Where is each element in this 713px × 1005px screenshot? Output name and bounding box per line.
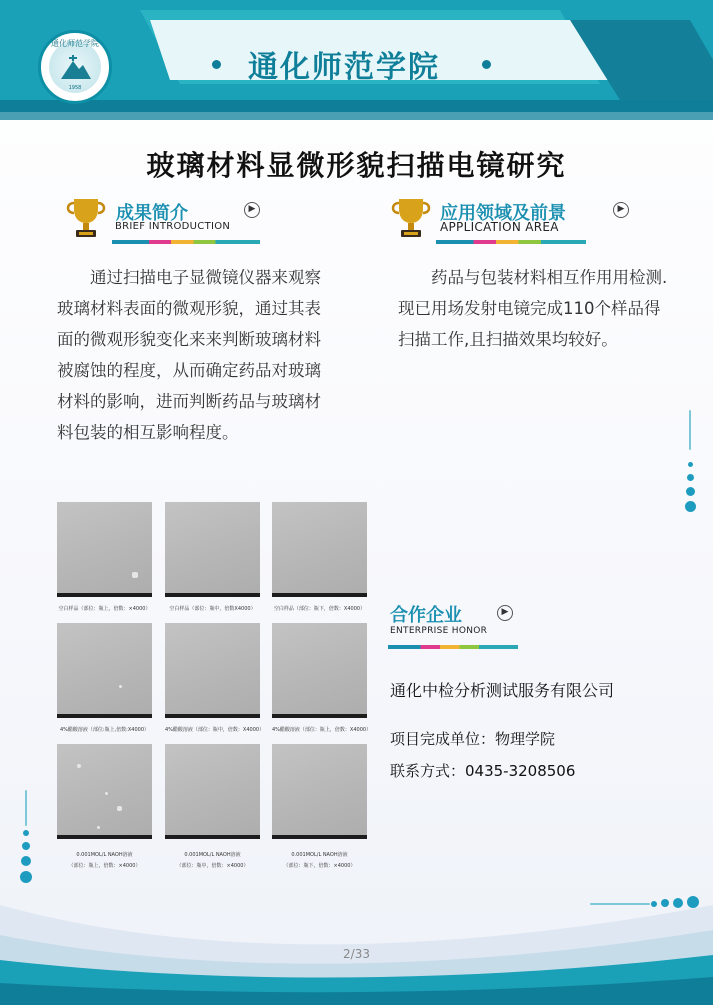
sem-caption-detail: （部位：瓶上，倍数：×4000） (68, 863, 141, 869)
sem-particle (132, 572, 138, 578)
page-title: 玻璃材料显微形貌扫描电镜研究 (146, 149, 567, 182)
sem-caption: 4%醋酸溶液（部位：瓶中，倍数：X4000） (165, 727, 265, 733)
chevron-right-icon[interactable]: ▶ (613, 202, 629, 218)
header-dot-left (212, 60, 221, 69)
project-unit: 项目完成单位：物理学院 (390, 730, 556, 748)
sem-caption-detail: （部位：瓶下，倍数：×4000） (283, 863, 356, 869)
section-underline-enterprise (388, 645, 518, 649)
sem-image (272, 502, 367, 597)
footer-wave (0, 865, 713, 1005)
sem-particle (97, 826, 100, 829)
sem-scale-bar (57, 714, 152, 718)
sem-particle (105, 792, 108, 795)
logo-text: 通化师范学院 (51, 39, 99, 48)
sem-scale-bar (272, 714, 367, 718)
sem-image (165, 502, 260, 597)
sem-caption: 空白样品（部位：瓶中，倍数X4000） (169, 606, 256, 612)
section-title-application: 应用领域及前景 (440, 203, 566, 224)
header-dot-right (482, 60, 491, 69)
sem-caption: 空白样品（部位：瓶上，倍数：×4000） (58, 606, 151, 612)
sem-caption-detail: （部位：瓶中，倍数：×4000） (176, 863, 249, 869)
intro-paragraph (57, 262, 329, 448)
sem-caption: 0.001MOL/L NAOH溶液 (184, 852, 241, 858)
chevron-right-icon[interactable]: ▶ (244, 202, 260, 218)
sem-caption: 0.001MOL/L NAOH溶液 (76, 852, 133, 858)
sem-scale-bar (272, 835, 367, 839)
intro-text: 通过扫描电子显微镜仪器来观察玻璃材料表面的微观形貌，通过其表面的微观形貌变化来来判断玻璃材料被腐蚀的程度，从而确定药品对玻璃材料的影响，进而判断药品与玻璃材料包装的相互影响程度。 (57, 268, 321, 442)
sem-scale-bar (165, 593, 260, 597)
application-text: 药品与包装材料相互作用用检测.现已用场发射电镜完成110个样品得扫描工作,且扫描效果均较好。 (398, 268, 668, 349)
sem-particle (119, 685, 122, 688)
sem-particle (77, 764, 81, 768)
school-name: 通化师范学院 (248, 50, 440, 85)
application-paragraph (398, 262, 670, 355)
page-number: 2/33 (343, 947, 370, 961)
sem-caption: 4%醋酸溶液（部位:瓶上,倍数:X4000） (59, 727, 150, 733)
sem-caption: 0.001MOL/L NAOH溶液 (291, 852, 348, 858)
sem-image (57, 744, 152, 839)
sem-scale-bar (165, 714, 260, 718)
school-logo (38, 30, 112, 104)
sem-scale-bar (57, 835, 152, 839)
sem-image (272, 744, 367, 839)
section-title-intro: 成果简介 (116, 203, 188, 224)
sem-scale-bar (57, 593, 152, 597)
sem-image (57, 623, 152, 718)
sem-scale-bar (272, 593, 367, 597)
chevron-right-icon[interactable]: ▶ (497, 605, 513, 621)
sem-image (165, 744, 260, 839)
sem-caption: 4%醋酸溶液（部位：瓶上，倍数：X4000） (272, 727, 372, 733)
section-subtitle-intro: BRIEF INTRODUCTION (115, 221, 231, 232)
sem-particle (117, 806, 122, 811)
sem-image (57, 502, 152, 597)
company-name: 通化中检分析测试服务有限公司 (390, 681, 615, 700)
trophy-icon (389, 195, 433, 241)
contact-info: 联系方式：0435-3208506 (390, 762, 576, 780)
section-underline-application (436, 240, 586, 244)
sem-image (272, 623, 367, 718)
trophy-icon (64, 195, 108, 241)
sem-caption: 空白样品（部位：瓶下，倍数：X4000） (273, 606, 366, 612)
section-subtitle-enterprise: ENTERPRISE HONOR (390, 626, 488, 636)
logo-year: 1958 (68, 85, 82, 91)
section-subtitle-application: APPLICATION AREA (440, 220, 559, 234)
section-title-enterprise: 合作企业 (390, 605, 462, 626)
sem-scale-bar (165, 835, 260, 839)
sem-image (165, 623, 260, 718)
section-underline-intro (112, 240, 260, 244)
